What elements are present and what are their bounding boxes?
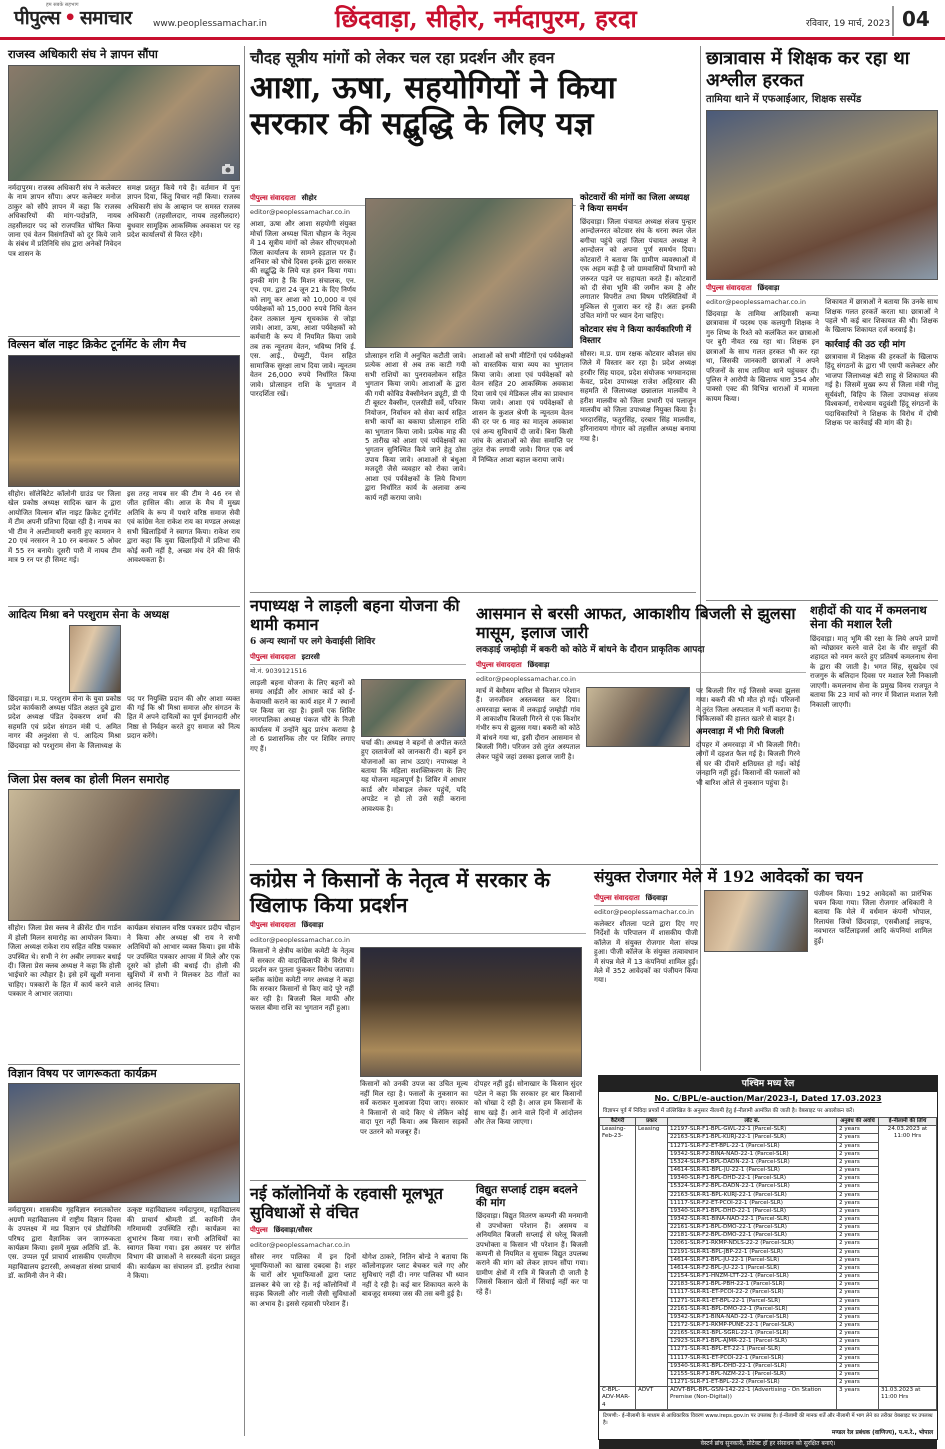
lot-cell: 12061-SLR-F1-RKMP-NDLS-22-2 (Parcel-SLR) (668, 1240, 837, 1248)
story-colony (250, 1184, 468, 1439)
story-divider (706, 600, 938, 601)
issue-date: रविवार, 19 मार्च, 2023 (806, 19, 891, 29)
period-cell: 3 years (837, 1387, 879, 1409)
story-text: छिंदवाड़ा के तामिया आदिवासी कन्या छात्रावास में पदस्थ एक कलयुगी शिक्षक ने गुरु शिष्य के रिश्ते को कलंकित कर छात्राओं पर बुरी नीयत रख रहा था। शिक्षक इन छात्राओं के साथ गलत हरकत भी कर रहा था, जिसकी जानकारी छात्राओं ने अपने परिजनों के साथ तामिया थाने पहुंचकर दी। पुलिस ने आरोपी के खिलाफ धारा 354 और पाक्सो एक्ट की विभिन्न धाराओं में मामला कायम किया। (706, 309, 819, 403)
period-cell: 2 years (837, 1370, 879, 1378)
story-headline: नपाध्यक्ष ने लाड़ली बहना योजना की थामी कमान (250, 596, 460, 635)
lot-cell: 22181-SLR-F2-BPL-DMO-22-1 (Parcel-SLR) (668, 1232, 837, 1240)
column-divider (244, 46, 245, 1436)
location: छिंदवाड़ा (301, 921, 324, 930)
story-headline: कांग्रेस ने किसानों के नेतृत्व में सरकार के खिलाफ किया प्रदर्शन (250, 868, 551, 917)
period-cell: 2 years (837, 1289, 879, 1297)
period-cell: 2 years (837, 1248, 879, 1256)
period-cell: 2 years (837, 1273, 879, 1281)
lot-cell: 15324-SLR-F2-BPL-DADN-22-1 (Parcel-SLR) (668, 1183, 837, 1191)
story-headline: आशा, ऊषा, सहयोगियों ने किया सरकार की सद्बुद्धि के लिए यज्ञ (250, 69, 616, 142)
story-divider (250, 1180, 586, 1181)
period-cell: 2 years (837, 1379, 879, 1387)
period-cell: 2 years (837, 1215, 879, 1223)
lot-cell: 11271-SLR-F1-ET-BPL-22-2 (Parcel-SLR) (668, 1379, 837, 1387)
story-divider (8, 606, 240, 607)
location: सीहोर (301, 194, 317, 202)
story-revenue-union (8, 48, 240, 335)
story-text: छिंदवाड़ा। जिला पंचायत अध्यक्ष संजय पुन्हार आन्दोलनरत कोटवार संघ के धरना स्थल जेल बगीचा पहुंचे जहां जिला पंचायत अध्यक्ष ने आन्दोलन को अपना पूर्ण समर्थन दिया। कोटवारों ने बताया कि ग्रामीण व्यवस्थाओं में एक अहम कड़ी है जो ग्रामवासियों विभागों को जरूरत पड़ने पर सहायता करते हैं। कोटवारों को दी सेवा भूमि की जमीन कम है और लगातार विपरीत तथा विषम परिस्थितियों में मुश्किल से गुजारा कर रहे हैं। अतः इनकी उचित मांगों पर ध्यान देना चाहिए। (580, 217, 696, 321)
period-cell: 2 years (837, 1362, 879, 1370)
period-cell: 2 years (837, 1338, 879, 1346)
lot-cell: 19342-SLR-R1-BINA-NAD-22-1 (Parcel-SLR) (668, 1215, 837, 1223)
story-kotwar (580, 190, 696, 590)
news-photo (8, 789, 240, 921)
location: छिंदवाड़ा (527, 660, 550, 669)
period-cell: 2 years (837, 1313, 879, 1321)
story-science (8, 1067, 240, 1439)
story-headline: नई कॉलोनियों के रहवासी मूलभूत सुविधाओं से वंचित (250, 1184, 444, 1223)
category-cell: C-BPL-ADV-MAR-4 (600, 1387, 636, 1409)
story-lightning (476, 604, 806, 862)
story-job-fair (594, 868, 938, 1068)
story-text: पंजीयन किया। 192 आवेदकों का प्रारंभिक चयन किया गया। जिला रोजगार अधिकारी ने बताया कि मेले में वर्धमान कंपनी भोपाल, रिलायंस जियो छिंदवाड़ा, एसबीआई लाइफ, नवभारत फर्टिलाइजर्स आदि कंपनियां शामिल हुईं। (814, 889, 932, 945)
story-text: लाड़ली बहना योजना के लिए बहनों को समग्र आईडी और आधार कार्ड को ई-केवायसी कराने का कार्य शहर में 7 स्थानों पर किया जा रहा है। इसमें एक शिविर नगरपालिका अध्यक्ष पंकज चौरे के निजी कार्यालय में उन्होंने खुद प्रारंभ कराया है तो 6 प्रशासनिक तौर पर शिविर लगाए गए हैं। (250, 678, 355, 753)
period-cell: 2 years (837, 1305, 879, 1313)
period-cell: 2 years (837, 1322, 879, 1330)
story-headline: विद्युत सप्लाई टाइम बदलने की मांग (476, 1184, 578, 1209)
story-headline: संयुक्त रोजगार मेले में 192 आवेदकों का चयन (594, 867, 863, 886)
lot-cell: 12191-SLR-R1-BPL-JBP-22-1 (Parcel-SLR) (668, 1248, 837, 1256)
period-cell: 2 years (837, 1297, 879, 1305)
period-cell: 2 years (837, 1167, 879, 1175)
story-text: समक्ष प्रस्तुत किये गये हैं। वर्तमान में पुनः ज्ञापन दिया, किंतु विचार नहीं किया। राजस्व अधिकारी संघ के आव्हान पर समस्त राजस्व अधिकारी (तहसीलदार, नायब तहसीलदार) बुधवार सामूहिक आकस्मिक अवकाश पर रह प्रदेश कार्यालयों से विरत रहेंगे। (127, 183, 240, 239)
story-headline: शहीदों की याद में कमलनाथ सेना की मशाल रैली (810, 603, 927, 631)
email: editor@peoplessamachar.co.in (706, 298, 806, 307)
reporter: पीपुल्स संवाददाता (706, 283, 752, 292)
story-text: किसानों ने क्षेत्रीय कांग्रेस कमेटी के नेतृत्व में सरकार की वादाखिलाफी के विरोध में प्रदर्शन कर पुतला फूंककर विरोध जताया। ब्लॉक कांग्रेस कमेटी नगर अध्यक्ष ने कहा कि सरकार किसानों से किए वादे पूरे नहीं कर रही है। बिजली बिल माफी और फसल बीमा राशि का भुगतान नहीं हुआ। (250, 947, 354, 1013)
story-kicker: चौदह सूत्रीय मांगों को लेकर चल रहा प्रदर्शन और हवन (250, 48, 555, 67)
sub-heading: कोटवारों की मांगों का जिला अध्यक्ष ने किया समर्थन (580, 193, 690, 215)
portrait-photo (69, 625, 121, 693)
lot-cell: 19340-SLR-R1-BPL-DHD-22-1 (Parcel-SLR) (668, 1362, 837, 1370)
email: editor@peoplessamachar.co.in (250, 208, 350, 217)
period-cell: 2 years (837, 1224, 879, 1232)
story-text: नर्मदापुरम। राजस्व अधिकारी संघ ने कलेक्टर के नाम ज्ञापन सौंपा। अपर कलेक्टर मनोज ठाकुर को सौंपे ज्ञापन में कहा कि राजस्व अधिकारियों की मांग-पदोन्नति, नायब तहसीलदार पद को राजपत्रित घोषित किया जाना एवं वेतन विसंगतियों को दूर किये जाने के संबंध में प्रतिनिधि संघ द्वारा अनेकों निवेदन पत्र शासन के (8, 183, 121, 258)
story-text: सौसर। म.प्र. ग्राम रक्षक कोटवार कौशल संघ जिले में विस्तार कर रहा है। प्रदेश अध्यक्ष हरवीर सिंह यादव, प्रदेश संयोजक भगवानदास केवट, प्रदेश उपाध्यक्ष राजेश अहिरवार की सहमति से जिलाध्यक्ष छन्नालाल मालवीय ने हरीश मालवीय को जिला प्रभारी एवं पलाजुन मालवीय को जिला उपाध्यक्ष नियुक्त किया है। भरदारसिंह, फतुरसिंह, दरबार सिंह मालवीय, हरिनारायण गोगार को तहसील अध्यक्ष बनाया गया है। (580, 349, 696, 443)
lot-cell: 22161-SLR-R1-BPL-DMO-22-1 (Parcel-SLR) (668, 1305, 837, 1313)
story-text: शिकायत में छात्राओं ने बताया कि उनके साथ शिक्षक गलत हरकतें करता था। छात्राओं ने पहले भी कई बार शिकायत की थी। शिक्षक के खिलाफ शिकायत दर्ज करवाई है। (825, 298, 938, 335)
tender-intro: विज्ञापन पूर्व में निविदा प्रपत्रों में उल्लिखित के अनुसार नीलामी हेतु ई-नीलामी आमंत्रित की जाती है। वेबसाइट पर अवलोकन करें। (603, 1107, 855, 1114)
type-cell: Leasing (636, 1126, 668, 1387)
story-text: प्रोत्साहन राशि में अनुचित कटौती जावे। प्रत्येक आशा से अब तक काटी गयी सभी राशियों का पुनरावलोकन सहित भुगतान किया जाये। आशाओं के द्वारा की गयी कोविड वैक्सीनेशन ड्यूटी, डी पी टी बूस्टर वैक्सीन, एलसीडी सर्वे, परिवार नियोजन, निर्वाचन को सेवा कार्य सहित सभी कार्यों का बकाया प्रोत्साहन राशि का भुगतान किया जावे। प्रत्येक माह की 5 तारीख को आशा एवं पर्यवेक्षकों का भुगतान सुनिश्चित किये जाने हेतु ठोस उपाय किया जावे। आशाओं से बंधुआ मजदूरी जैसे व्यवहार को रोका जावे। आशा एवं पर्यवेक्षकों के लिये विभाग द्वारा निर्धारित कार्य के अलावा अन्य कार्य नहीं कराया जावे। (365, 352, 466, 502)
period-cell: 2 years (837, 1264, 879, 1272)
logo-tagline: हम सबके सहभाग (46, 2, 79, 8)
lot-cell: 11271-SLR-F2-ET-BPL-22-1 (Parcel-SLR) (668, 1142, 837, 1150)
story-text: सौसर नगर पालिका में इन दिनों भूमाफियाओं का खासा दबदबा है। शहर के चारों ओर भूमाफियाओं द्वारा प्लाट डालकर बेचे जा रहे हैं। नई कॉलोनियों में सड़क बिजली और नाली जैसी सुविधाओं का अभाव है। इससे रहवासी परेशान हैं। (250, 1252, 356, 1308)
story-press-club (8, 773, 240, 1063)
news-photo (365, 198, 573, 348)
reporter: पीपुल्स (250, 1226, 268, 1235)
period-cell: 2 years (837, 1150, 879, 1158)
story-divider (250, 592, 696, 593)
period-cell: 2 years (837, 1330, 879, 1338)
story-title: विज्ञान विषय पर जागरूकता कार्यक्रम (8, 1067, 157, 1080)
reporter: पीपुल्स संवाददाता (476, 660, 522, 669)
period-cell: 2 years (837, 1256, 879, 1264)
period-cell: 2 years (837, 1175, 879, 1183)
location: छिंदवाड़ा/सौसर (273, 1226, 313, 1235)
byline (706, 282, 938, 296)
tender-footnote: टिप्पणी:- ई-नीलामी के माध्यम से आधिकारिक विवरण www.ireps.gov.in पर उपलब्ध है। ई-नीलामी की मानक शर्तें और नीलामी में भाग लेने का तरीका वेबसाइट पर उपलब्ध है। (599, 1410, 937, 1429)
story-headline: छात्रावास में शिक्षक कर रहा था अश्लील हरकत (706, 48, 910, 91)
newspaper-logo (14, 2, 132, 32)
story-divider (8, 1064, 240, 1065)
type-cell: ADVT (636, 1387, 668, 1409)
mobile-number: मो.नं. 9039121516 (250, 666, 307, 675)
lot-cell: 19340-SLR-F1-BPL-DHD-22-1 (Parcel-SLR) (668, 1207, 837, 1215)
column-header: अनुबंध की अवधि (837, 1118, 879, 1126)
lot-cell: 19342-SLR-F1-BINA-NAD-22-1 (Parcel-SLR) (668, 1313, 837, 1321)
brand-separator: • (64, 7, 76, 29)
byline (250, 1224, 468, 1238)
table-row (600, 1387, 937, 1409)
story-title: विल्सन बॉल नाइट क्रिकेट टूर्नामेंट के लीग मैच (8, 338, 186, 351)
story-text: पर बिजली गिर गई जिससे बच्चा झुलस गया। बकरी की भी मौत हो गई। परिजनों ने तुरंत जिला अस्पताल में भर्ती कराया है। चिकित्सकों की हालत खतरे से बाहर है। (696, 686, 800, 724)
byline (250, 919, 586, 933)
lot-cell: 12155-SLR-F1-BPL-NZM-22-1 (Parcel-SLR) (668, 1370, 837, 1378)
lot-cell: ADVT-BPL-BPL-GSN-142-22-1 (Advertising - On Station Premise (Non-Digital)) (668, 1387, 837, 1409)
story-martyrs (810, 604, 938, 862)
location: इटारसी (301, 652, 320, 661)
story-power-supply (476, 1184, 588, 1439)
tender-table (599, 1117, 937, 1409)
news-photo (8, 1083, 240, 1203)
news-photo (586, 687, 690, 747)
news-photo (8, 355, 240, 487)
column-header: ई-नीलामी की तिथि (879, 1118, 937, 1126)
period-cell: 2 years (837, 1183, 879, 1191)
sub-heading: अमरवाड़ा में भी गिरी बिजली (696, 727, 784, 738)
lot-cell: 22165-SLR-R1-BPL-SGRL-22-1 (Parcel-SLR) (668, 1330, 837, 1338)
story-text: छिंदवाड़ा। म.प्र. परशुराम सेना के युवा प्रकोष्ठ प्रदेश कार्यकारी अध्यक्ष पंडित अक्षत दुबे द्वारा प्रदेश अध्यक्ष पंडित देवकरण शर्मा की सहमति एवं प्रदेश संगठन मंत्री पं. अमित नागर की अनुशंसा से पं. आदित्य मिश्रा छिंदवाड़ा को परशुराम सेना के जिलाध्यक्ष के पद पर नियुक्ति प्रदान की और आशा व्यक्त की गई कि श्री मिश्रा समाज और संगठन के हित में अपने दायित्वों का पूर्ण ईमानदारी और निष्ठा से निर्वहन करते हुए समाज को नित्य प्रदान करेंगे। (8, 694, 240, 750)
story-deck: लकड़ाई जम्होड़ी में बकरी को कोठे में बांधने के दौरान प्राकृतिक आपदा (476, 645, 705, 656)
story-title: आदित्य मिश्रा बने परशुराम सेना के अध्यक्ष (8, 609, 170, 621)
period-cell: 2 years (837, 1158, 879, 1166)
tender-bottom-strip: वेस्टर्न ब्रांच सुनकारी, प्रोटेक्ट हॉ हर संसाधन को सुरक्षित बनाएं। (599, 1439, 937, 1449)
column-header: लॉट सं. (668, 1118, 837, 1126)
byline (594, 892, 698, 906)
lot-cell: 14614-SLR-F1-BPL-JU-22-1 (Parcel-SLR) (668, 1256, 837, 1264)
lot-cell: 11117-SLR-R1-ET-PCOI-22-1 (Parcel-SLR) (668, 1354, 837, 1362)
tender-body (600, 1126, 937, 1409)
website-url: www.peoplessamachar.in (153, 19, 267, 29)
story-congress (250, 868, 586, 1178)
news-photo (361, 679, 466, 737)
story-text: नर्मदापुरम। शासकीय गृहविज्ञान स्नातकोत्तर अग्रणी महाविद्यालय में राष्ट्रीय विज्ञान दिवस के उपलक्ष्य में मप्र विज्ञान एवं प्रौद्योगिकी परिषद द्वारा वैज्ञानिक जन जागरूकता कार्यक्रम किया। इसमें मुख्य अतिथि डॉ. के. एस. उप्पल पूर्व प्राचार्य शासकीय एमजीएम महाविद्यालय इटारसी, अध्यक्षता संस्था प्राचार्य डॉ. कामिनी जैन ने की। (8, 1206, 121, 1281)
story-text: आशा, ऊषा और आशा सहयोगी संयुक्त मोर्चा जिला अध्यक्ष चिंता चौहान के नेतृत्व में 14 सूत्रीय मांगों को लेकर सीएचएमओ जिला कार्यालय के सामने हड़ताल पर हैं। शनिवार को चौथे दिवस इनके द्वारा सरकार की सद्बुद्धि के लिये यज्ञ हवन किया गया। इनकी मांग है कि मिशन संचालक, एन. एच. एम. द्वारा 24 जून 21 के दिए निर्णय को लागू कर आशा को 10,000 व एवं पर्यवेक्षकों को 15,000 रुपये निधि वेतन देकर तत्काल मूल्य सूचकांक से जोड़ा जावे। आशा, ऊषा, आशा पर्यवेक्षकों को कर्मचारी के रूप में नियमित किया जावे तब तक न्यूनतम वेतन, भविष्य निधि ई. एस. आई., ग्रेच्युटी, पेंशन सहित सामाजिक सुरक्षा लाभ दिया जावे। न्यूनतम वेतन 26,000 रुपये निर्धारित किया जावे। प्रोत्साहन राशि के भुगतान में पारदर्शिता रखें। (250, 220, 356, 399)
section-title: छिंदवाड़ा, सीहोर, नर्मदापुरम, हरदा (335, 4, 637, 33)
lot-cell: 14614-SLR-R1-BPL-JU-22-1 (Parcel-SLR) (668, 1167, 837, 1175)
railway-tender-notice (598, 1075, 938, 1447)
location: छिंदवाड़ा (645, 893, 668, 902)
story-text: सीहोर। सॉलेबिटेट कॉलोनी ग्राउंड पर जिला खेल प्रकोष्ठ अध्यक्ष सादिक खान के द्वारा आयोजित विल्सन बॉल नाइट क्रिकेट टूर्नामेंट में टीम अपनी प्रतिभा दिखा रही है। नायब का भी टीम ने अल्टीमायरी बनारी हुए कामरान ने 20 एवं नरसरन ने 10 रन बनाकर 5 ओवर में 55 रन बनाये। दूसरी पारी में नायब टीम मात्र 9 रन पर ही सिमट गई। (8, 489, 121, 565)
period-cell: 2 years (837, 1199, 879, 1207)
reporter: पीपुल्स संवाददाता (594, 893, 640, 902)
news-photo (8, 65, 240, 181)
story-text: छिंदवाड़ा। विद्युत वितरण कम्पनी की मनमानी से उपभोक्ता परेशान हैं। असमय व अनियमित बिजली सप्लाई से घरेलू बिजली उपभोक्ता व किसान भी परेशान हैं। बिजली कम्पनी से नियमित व सुचारू विद्युत उपलब्ध कराने की मांग को लेकर ज्ञापन सौंपा गया। ग्रामीण क्षेत्रों में रात्रि में बिजली दी जाती है जिससे किसान खेतों में सिंचाई नहीं कर पा रहे हैं। (476, 1212, 588, 1296)
story-divider (8, 336, 240, 337)
lot-cell: 11271-SLR-R1-ET-BPL-22-1 (Parcel-SLR) (668, 1297, 837, 1305)
news-photo (706, 110, 938, 280)
story-text: इस तरह नायब सर की टीम ने 46 रन से जीत हासिल की। आज के मैच में मुख्य अतिथि के रूप में पधारे वरिष्ठ समाज सेवी एवं कांग्रेस नेता राकेश राय का मण्डल अध्यक्ष सभी खिलाड़ियों ने स्वागत किया। राकेश राय द्वारा कहा कि युवा खिलाड़ियों में प्रतिभा की कोई कमी नहीं है, अच्छा मंच देने की सिर्फ आवश्यकता है। (127, 489, 240, 565)
story-cricket (8, 339, 240, 604)
story-text: छात्रावास में शिक्षक की हरकतों के खिलाफ हिंदू संगठनों के द्वारा भी एसपी कलेक्टर और भाजपा जिलाध्यक्ष बंटी साहू से शिकायत की गई है। जिसमें मुख्य रूप से जिला मंत्री गोलू सूर्यवंशी, विहिप के जिला उपाध्यक्ष संजय विश्वकर्मा, राधेश्याम यदुवंशी हिंदू संगठनों के पदाधिकारियों ने शिक्षक के विरोध में दोषी शिक्षक पर कार्रवाई की मांग की है। (825, 353, 938, 428)
story-headline: आसमान से बरसी आफत, आकाशीय बिजली से झुलसा मासूम, इलाज जारी (476, 604, 796, 643)
lot-cell: 12154-SLR-F1-HNZM-LTT-22-1 (Parcel-SLR) (668, 1273, 837, 1281)
story-divider (250, 864, 938, 865)
period-cell: 2 years (837, 1240, 879, 1248)
story-aditya-mishra (8, 609, 240, 769)
lot-cell: 15324-SLR-F1-BPL-DADN-22-1 (Parcel-SLR) (668, 1158, 837, 1166)
story-title: जिला प्रेस क्लब का होली मिलन समारोह (8, 773, 170, 786)
email: editor@peoplessamachar.co.in (594, 908, 694, 917)
story-text: कलेक्टर शीतला पटले द्वारा दिए गए निर्देशों के परिपालन में शासकीय पीजी कॉलेज में संयुक्त रोजगार मेला संपन्न हुआ। पीजी कॉलेज के संयुक्त तत्वावधान में संपन्न मेले में 13 कंपनियां शामिल हुईं। मेले में 352 आवेदकों का पंजीयन किया गया। (594, 919, 698, 985)
story-yagya-body (250, 190, 576, 590)
lot-cell: 12923-SLR-F1-BPL-AJMR-22-1 (Parcel-SLR) (668, 1338, 837, 1346)
sub-heading: कोटवार संघ ने किया कार्यकारिणी में विस्तार (580, 324, 692, 347)
lot-cell: 12172-SLR-F1-RKMP-PUNE-22-1 (Parcel-SLR) (668, 1322, 837, 1330)
lot-cell: 22163-SLR-R1-BPL-KURJ-22-1 (Parcel-SLR) (668, 1191, 837, 1199)
brand-name-2: समाचार (79, 7, 132, 29)
period-cell: 2 years (837, 1126, 879, 1134)
brand-name: पीपुल्स (14, 7, 61, 29)
story-text: मार्च में बेमौसम बारिश से किसान परेशान हैं। जनजीवन अस्तव्यस्त कर दिया। अमरवाड़ा ब्लाक में लकड़ाई जम्होड़ी गांव में आकाशीय बिजली गिरने से एक किशोर गंभीर रूप से झुलस गया। बकरी को कोठे में बांधने गया था, इसी दौरान आसमान से बिजली गिरी। परिजन उसे तुरंत अस्पताल लेकर पहुंचे जहां उसका इलाज जारी है। (476, 686, 580, 761)
period-cell: 2 years (837, 1207, 879, 1215)
period-cell: 2 years (837, 1134, 879, 1142)
lot-cell: 22183-SLR-F1-BPL-PBH-22-1 (Parcel-SLR) (668, 1281, 837, 1289)
story-text: छिंदवाड़ा। मातृ भूमि की रक्षा के लिये अपने प्राणों को न्योछावर करने वाले देश के वीर सपूतों की शहादत को नमन करते हुए प्रतिवर्ष कमलनाथ सेना के द्वारा की जाती है। भगत सिंह, सुखदेव एवं राजगुरु के बलिदान दिवस पर मशाल रैली निकाली जाएगी। कमलनाथ सेना के प्रमुख विनय राजपूत ने बताया कि 23 मार्च को नगर में विशाल मशाल रैली निकाली जाएगी। (810, 634, 938, 709)
story-divider (8, 770, 240, 771)
story-text: दोपहर नहीं हुई। सोनाखार के किसान सुंदर पटेल ने कहा कि सरकार हर बार किसानों को धोखा दे रही है। आज हम किसानों के साथ खड़े हैं। आने वाले दिनों में आंदोलन और तेज किया जाएगा। (474, 1080, 582, 1127)
story-hostel (706, 48, 938, 598)
lot-cell: 22161-SLR-F1-BPL-DMO-22-1 (Parcel-SLR) (668, 1224, 837, 1232)
story-deck: तामिया थाने में एफआईआर, शिक्षक सस्पेंड (706, 94, 862, 106)
location: छिंदवाड़ा (757, 283, 780, 292)
byline (476, 659, 806, 673)
reporter: पीपुल्स संवाददाता (250, 194, 296, 202)
lot-cell: 22163-SLR-F1-BPL-KURJ-22-1 (Parcel-SLR) (668, 1134, 837, 1142)
period-cell: 2 years (837, 1346, 879, 1354)
auction-date-cell: 24.03.2023 at 11:00 Hrs (879, 1126, 937, 1387)
email: editor@peoplessamachar.co.in (476, 674, 576, 683)
story-deck: 6 अन्य स्थानों पर लगे केवाईसी शिविर (250, 637, 376, 648)
period-cell: 2 years (837, 1281, 879, 1289)
story-text: उत्कृष्ट महाविद्यालय नर्मदापुरम, महाविद्यालय की प्राचार्य श्रीमती डॉ. कामिनी जैन गरिमामयी उपस्थिति रही। कार्यक्रम का शुभारंभ किया गया। सभी अतिथियों का स्वागत किया गया। इस अवसर पर संगीत विभाग की छात्राओं ने सरस्वती वंदना प्रस्तुत की। कार्यक्रम का संचालन डॉ. हरप्रीत रंधावा ने किया। (127, 1206, 240, 1281)
lot-cell: 14614-SLR-F2-BPL-JU-22-1 (Parcel-SLR) (668, 1264, 837, 1272)
lot-cell: 11117-SLR-R1-ET-PCOI-22-2 (Parcel-SLR) (668, 1289, 837, 1297)
news-photo (704, 890, 808, 952)
story-text: आशाओं को सभी मीटिंगों एवं पर्यवेक्षकों को वास्तविक यात्रा व्यय का भुगतान किया जावे। आशा एवं पर्यवेक्षकों को वेतन सहित 20 आकस्मिक अवकाश दिया जाये एवं मेडिकल लीव का प्रावधान किया जावे। आशा एवं पर्यवेक्षकों से शासन के कुशल श्रेणी के न्यूनतम वेतन की दर पर 6 माह का मातृत्व अवकाश एवं अन्य सुविधायें दी जावें। बिना किसी जांच के आशाओं को सेवा समाप्ति पर तुरंत रोक लगायी जावे। विगत एक वर्ष में निष्कित आशा बहाल कराया जाये। (472, 352, 573, 464)
table-header-row (600, 1118, 937, 1126)
reporter: पीपुल्स संवाददाता (250, 921, 296, 930)
period-cell: 2 years (837, 1191, 879, 1199)
auction-date-cell: 31.03.2023 at 11:00 Hrs (879, 1387, 937, 1409)
category-cell: Leasing-Feb-23- (600, 1126, 636, 1387)
lot-cell: 19342-SLR-F2-BINA-NAD-22-1 (Parcel-SLR) (668, 1150, 837, 1158)
column-header: प्रकार (636, 1118, 668, 1126)
byline (250, 651, 466, 665)
story-text: किसानों को उनकी उपज का उचित मूल्य नहीं मिल रहा है। फसलों के नुकसान का सर्वे कराकर मुआवजा दिया जाए। सरकार ने किसानों से वादे किए थे लेकिन कोई वादा पूरा नहीं किया। अब किसान सड़कों पर उतरने को मजबूर हैं। (360, 1080, 468, 1136)
story-text: योगेश ठाकरे, नितिन बोन्डे ने बताया कि कॉलोनाइजर प्लाट बेचकर चले गए और सुविधाएं नहीं दी। नगर पालिका भी ध्यान नहीं दे रही है। कई बार शिकायत करने के बावजूद समस्या जस की तस बनी हुई है। (362, 1252, 468, 1299)
lot-cell: 12197-SLR-F1-BPL-GWL-22-1 (Parcel-SLR) (668, 1126, 837, 1134)
camera-icon (221, 162, 235, 176)
story-text: सीहोर। जिला प्रेस क्लब ने क्रीसेंट ग्रीन गार्डन में होली मिलन समारोह का आयोजन किया। जिला अध्यक्ष राकेश राय सहित वरिष्ठ पत्रकार उपस्थित थे। सभी ने रंग अबीर लगाकर बधाई दी। जिला प्रेस क्लब अध्यक्ष ने कहा कि होली भाईचारे का त्यौहार है। इसे हमें खुशी मनाना चाहिए। पत्रकारों के हित में कार्य करने वाले पत्रकार ने आभार जताया। (8, 924, 121, 999)
period-cell: 2 years (837, 1142, 879, 1150)
story-title: राजस्व अधिकारी संघ ने ज्ञापन सौंपा (8, 47, 158, 61)
tender-signature: मण्डल रेल प्रबंधक (वाणिज्य), प.म.रे., भोपाल (831, 1429, 933, 1436)
story-text: चर्चा की। अध्यक्ष ने बहनों से अपील करते हुए दस्तावेजों को जानकारी दी। बहनें इन योजनाओं का लाभ उठाएं। नपाध्यक्ष ने बताया कि महिला सशक्तिकरण के लिए यह योजना महत्वपूर्ण है। शिविर में आधार कार्ड और मोबाइल लेकर पहुंचें, यदि अपडेट न हो तो उसे सही कराना आवश्यक है। (361, 738, 466, 813)
tender-number: No. C/BPL/e-auction/Mar/2023-I, Dated 17.03.2023 (654, 1094, 882, 1104)
period-cell: 2 years (837, 1354, 879, 1362)
story-text: कार्यक्रम संचालन वरिष्ठ पत्रकार प्रदीप चौहान ने किया और अध्यक्ष श्री राय ने सभी अतिथियों को आभार व्यक्त किया। इस मौके पर उपस्थित पत्रकार आपस में मिले और एक दूसरे को होली की बधाई दी। होली की खुशियों में सभी ने मिलकर ठेठ गीतों का आनंद लिया। (127, 924, 240, 989)
masthead (0, 0, 945, 40)
sub-heading: कार्रवाई की उठ रही मांग (825, 339, 906, 350)
email: editor@peoplessamachar.co.in (250, 935, 350, 944)
column-header: कैटेगरी (600, 1118, 636, 1126)
story-ladli (250, 596, 466, 862)
news-photo (360, 947, 582, 1077)
email: editor@peoplessamachar.co.in (250, 1240, 350, 1249)
lot-cell: 11117-SLR-F2-ET-PCOI-22-1 (Parcel-SLR) (668, 1199, 837, 1207)
table-row (600, 1126, 937, 1134)
story-text: दोपहर में अमरवाड़ा में भी बिजली गिरी। लोगों में दहशत फैल गई है। बिजली गिरने से घर की दीवारें क्षतिग्रस्त हो गईं। कोई जनहानि नहीं हुई। किसानों की फसलों को भी बारिश ओले से नुकसान पहुंचा है। (696, 740, 800, 787)
lot-cell: 19340-SLR-F1-BPL-DHD-22-1 (Parcel-SLR) (668, 1175, 837, 1183)
lot-cell: 11271-SLR-R1-BPL-ET-22-1 (Parcel-SLR) (668, 1346, 837, 1354)
page-number: 04 (892, 6, 940, 36)
tender-heading: पश्चिम मध्य रेल (599, 1076, 937, 1092)
period-cell: 2 years (837, 1232, 879, 1240)
reporter: पीपुल्स संवाददाता (250, 652, 296, 661)
